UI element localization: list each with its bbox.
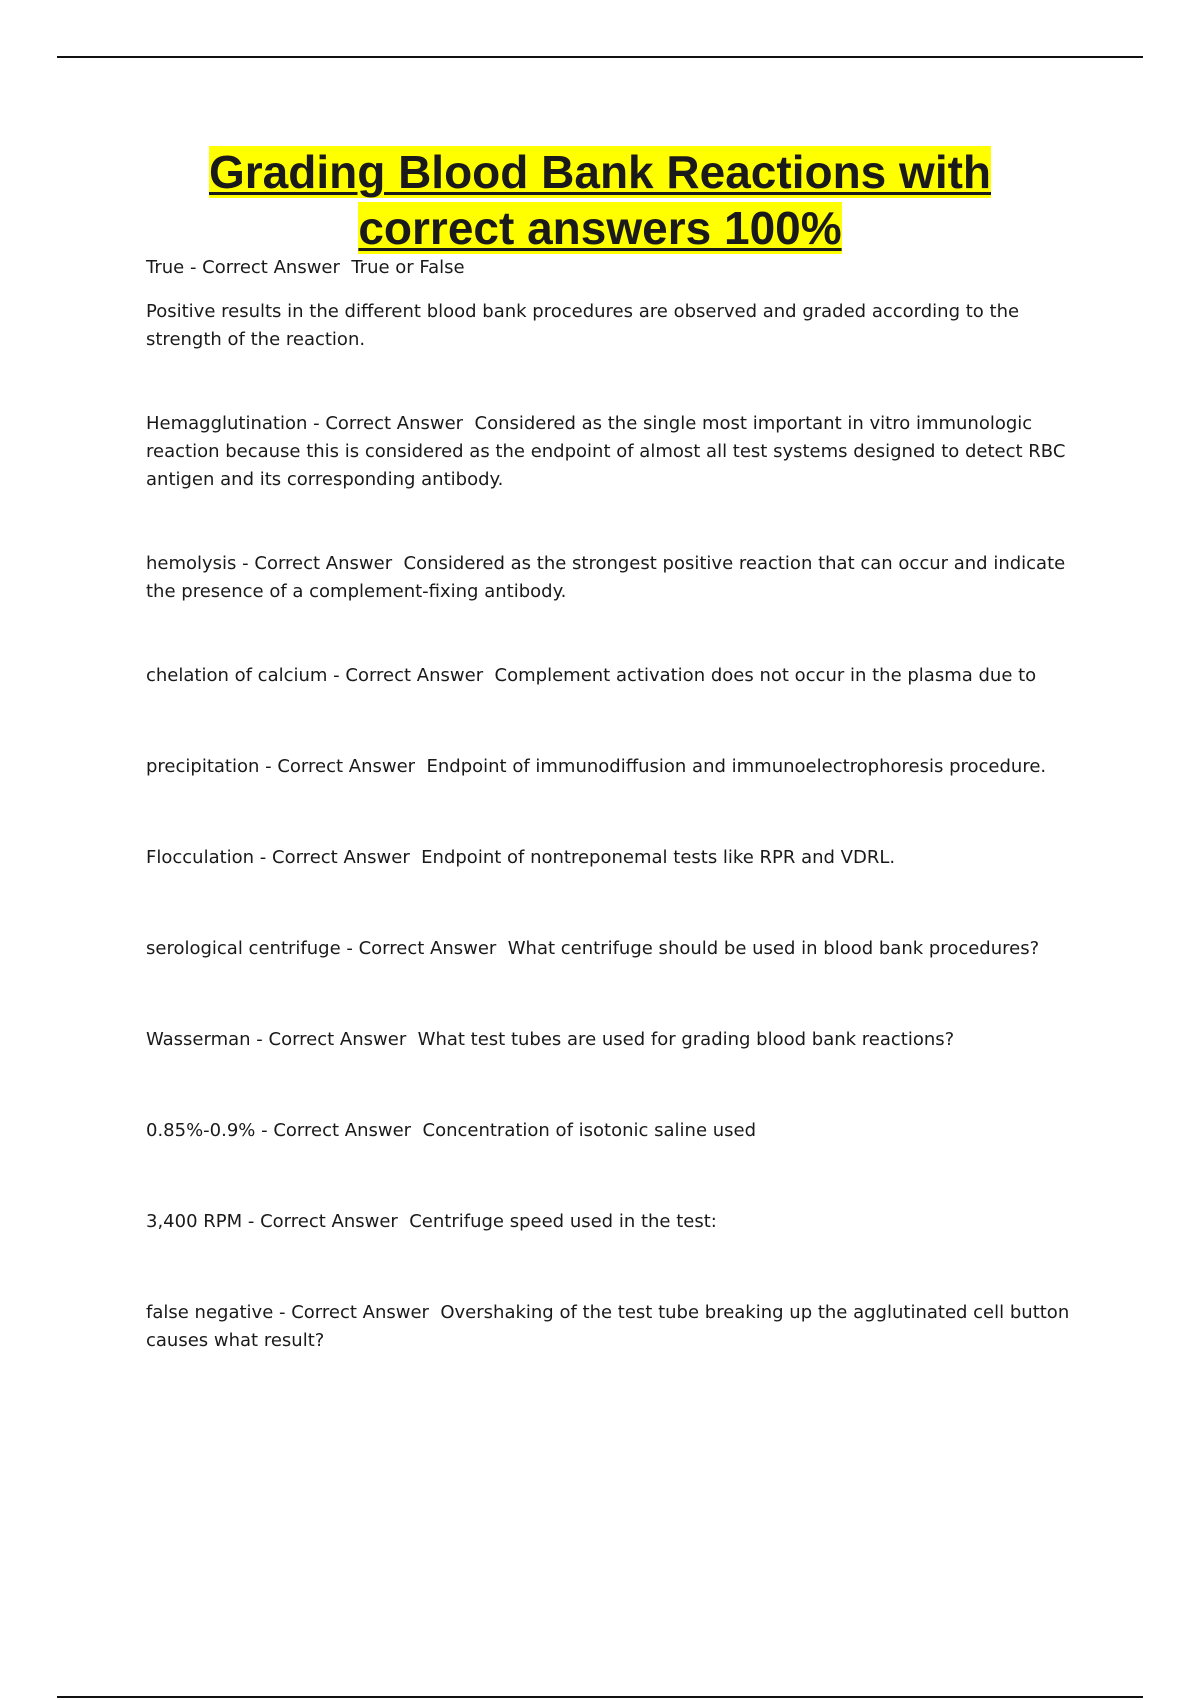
title-line-1: Grading Blood Bank Reactions with bbox=[208, 146, 992, 198]
entry-precipitation: precipitation - Correct Answer Endpoint of immunodiffusion and immunoelectrophoresis procedure. bbox=[146, 756, 1047, 777]
entry-hemagglutination: Hemagglutination - Correct Answer Considered as the single most important in vitro immunologic reaction because this is considered as the endpoint of almost all test systems designed to detect RBC antigen and its corresponding antibody. bbox=[146, 413, 1072, 490]
bottom-rule bbox=[57, 1696, 1143, 1698]
entry-wasserman: Wasserman - Correct Answer What test tubes are used for grading blood bank reactions? bbox=[146, 1029, 955, 1050]
entry-true-false: True - Correct Answer True or False bbox=[146, 257, 465, 278]
entry-hemolysis: hemolysis - Correct Answer Considered as the strongest positive reaction that can occur and indicate the presence of a complement-fixing antibody. bbox=[146, 553, 1071, 602]
title-line-2: correct answers 100% bbox=[358, 202, 842, 254]
document-title bbox=[0, 144, 1200, 256]
entry-saline-concentration: 0.85%-0.9% - Correct Answer Concentration of isotonic saline used bbox=[146, 1120, 757, 1141]
entry-positive-results: Positive results in the different blood bank procedures are observed and graded according to the strength of the reaction. bbox=[146, 301, 1025, 350]
entry-flocculation: Flocculation - Correct Answer Endpoint of nontreponemal tests like RPR and VDRL. bbox=[146, 847, 896, 868]
entry-chelation: chelation of calcium - Correct Answer Complement activation does not occur in the plasma due to bbox=[146, 665, 1037, 686]
document-body bbox=[146, 254, 1076, 1355]
entry-centrifuge-speed: 3,400 RPM - Correct Answer Centrifuge speed used in the test: bbox=[146, 1211, 717, 1232]
entry-false-negative: false negative - Correct Answer Overshaking of the test tube breaking up the agglutinated cell button causes what result? bbox=[146, 1302, 1075, 1351]
top-rule bbox=[57, 56, 1143, 58]
entry-serological-centrifuge: serological centrifuge - Correct Answer What centrifuge should be used in blood bank procedures? bbox=[146, 938, 1040, 959]
